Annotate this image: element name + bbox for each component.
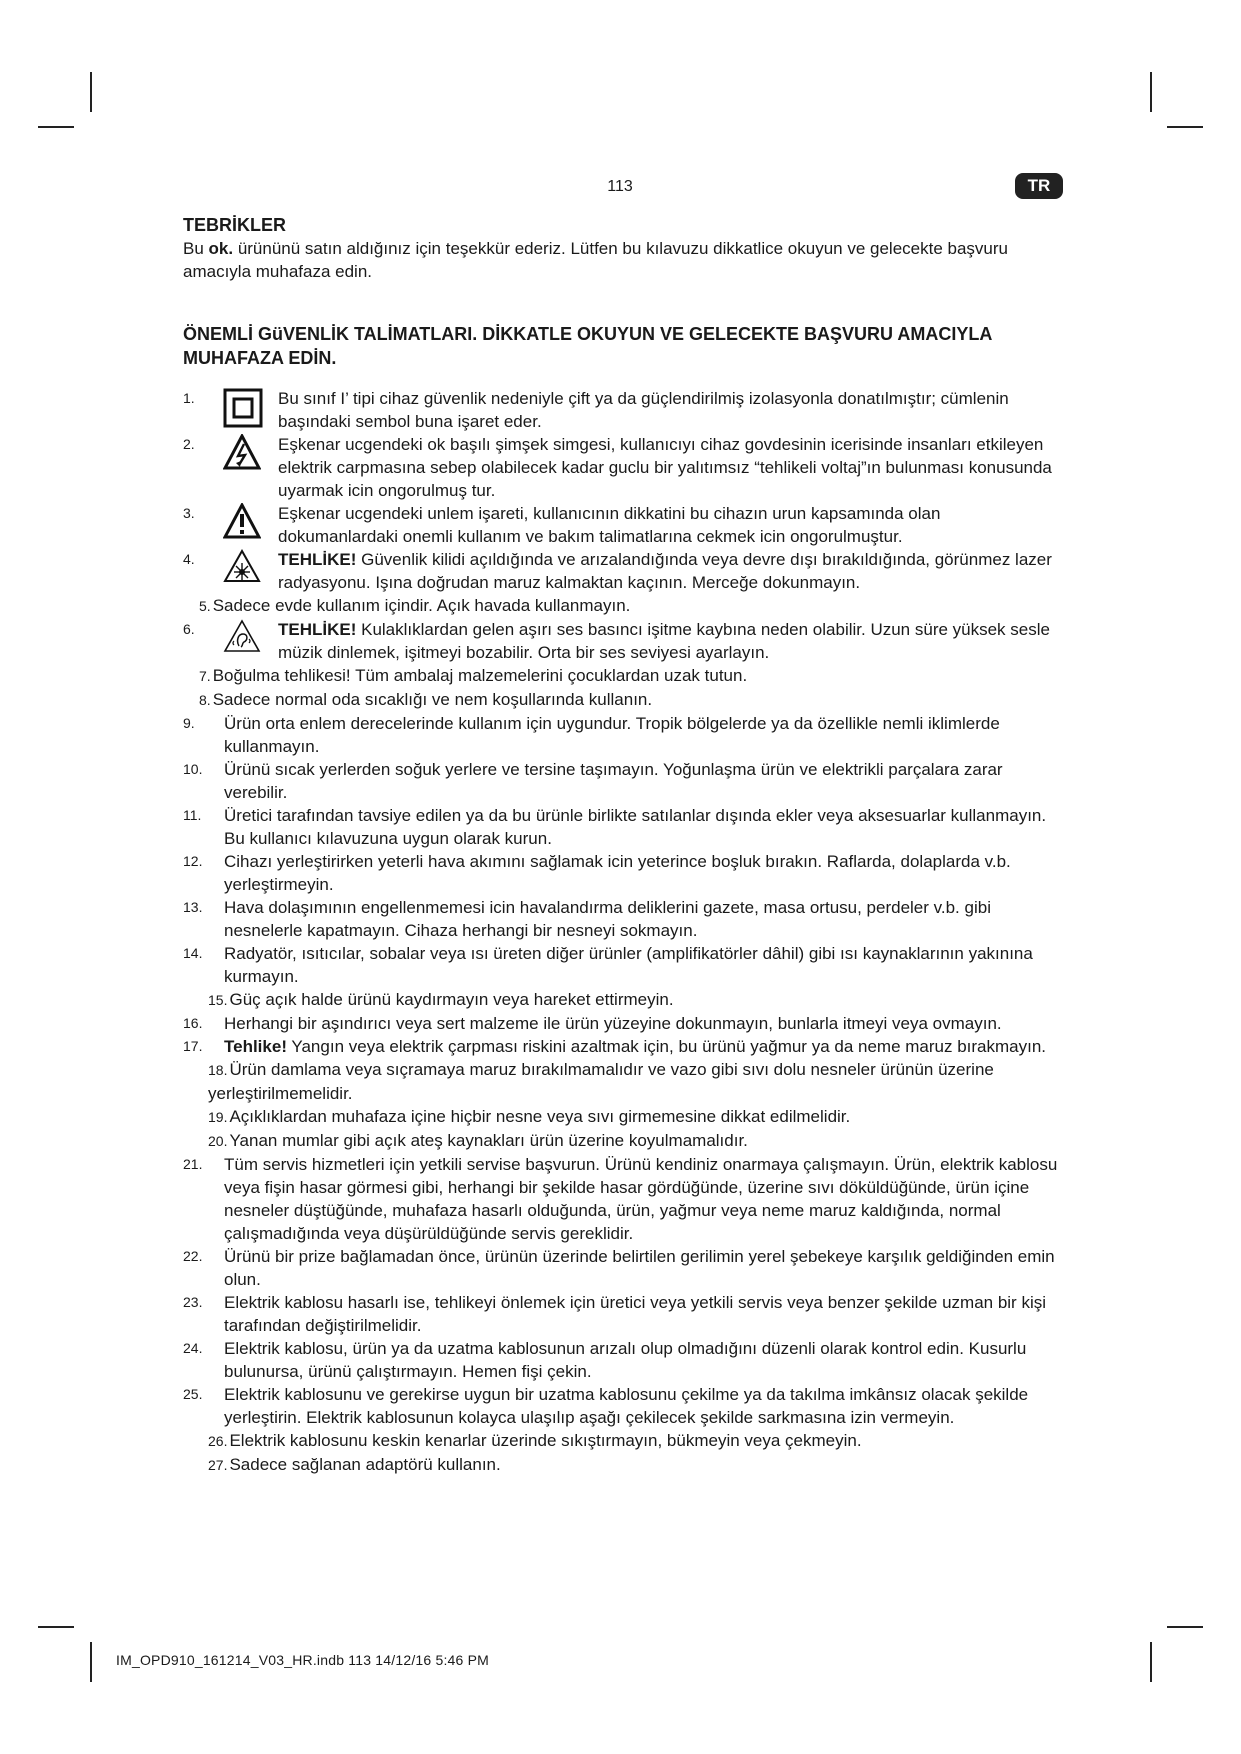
- safety-item: [183, 1383, 1063, 1429]
- item-body: Ürün orta enlem derecelerinde kullanım için uygundur. Tropik bölgelerde ya da özellikle nemli iklimlerde kullanmayın.: [224, 714, 1000, 756]
- item-number: 3.: [183, 505, 195, 521]
- safety-item: [183, 664, 1063, 688]
- item-number: 17.: [183, 1038, 203, 1054]
- item-text: [224, 1037, 1046, 1056]
- safety-item: [183, 618, 1063, 664]
- safety-item: [183, 1245, 1063, 1291]
- item-number: 5.: [199, 598, 211, 614]
- item-number: 26.: [208, 1433, 228, 1449]
- item-text: [224, 1247, 1055, 1289]
- item-number: 16.: [183, 1015, 203, 1031]
- item-number: 23.: [183, 1294, 203, 1310]
- item-number: 22.: [183, 1248, 203, 1264]
- item-text: [278, 620, 1050, 662]
- item-text: [229, 1131, 747, 1150]
- item-number: 14.: [183, 945, 203, 961]
- item-number: 1.: [183, 390, 195, 406]
- intro-title: TEBRİKLER: [183, 215, 286, 235]
- item-text: [208, 1060, 994, 1103]
- safety-item: [183, 804, 1063, 850]
- safety-item: [183, 1429, 1063, 1453]
- safety-item: [183, 758, 1063, 804]
- safety-item: [183, 1035, 1063, 1058]
- item-number: 15.: [208, 992, 228, 1008]
- item-number: 8.: [199, 692, 211, 708]
- item-body: Sadece normal oda sıcaklığı ve nem koşullarında kullanın.: [212, 690, 653, 709]
- item-body: Cihazı yerleştirirken yeterli hava akımını sağlamak icin yeterince boşluk bırakın. Raflarda, dolaplarda v.b. yerleştirmeyin.: [224, 852, 1011, 894]
- item-body: Ürün damlama veya sıçramaya maruz bırakılmamalıdır ve vazo gibi sıvı dolu nesneler ürünün üzerine yerleştirilmemelidir.: [208, 1060, 994, 1103]
- item-text: [224, 1014, 1002, 1033]
- item-text: [213, 690, 652, 709]
- item-text: [224, 898, 991, 940]
- brand-name: ok.: [208, 239, 234, 258]
- intro-text-before: Bu: [183, 239, 209, 258]
- safety-item: [183, 1453, 1063, 1477]
- item-number: 12.: [183, 853, 203, 869]
- item-number: 18.: [208, 1062, 228, 1078]
- safety-item: [183, 688, 1063, 712]
- lightning-warning-icon: [223, 434, 261, 476]
- item-number: 2.: [183, 436, 195, 452]
- item-text: [229, 990, 673, 1009]
- item-text: [224, 806, 1046, 848]
- item-text: [278, 550, 1052, 592]
- item-warning-label: Tehlike!: [224, 1037, 287, 1056]
- item-body: Yanan mumlar gibi açık ateş kaynakları ürün üzerine koyulmamalıdır.: [229, 1131, 748, 1150]
- item-text: [213, 666, 748, 685]
- item-number: 27.: [208, 1457, 228, 1473]
- safety-item: [183, 433, 1063, 502]
- item-text: [224, 760, 1003, 802]
- safety-heading: ÖNEMLİ GüVENLİK TALİMATLARI. DİKKATLE OKUYUN VE GELECEKTE BAŞVURU AMACIYLA MUHAFAZA EDİN.: [183, 324, 992, 368]
- item-number: 24.: [183, 1340, 203, 1356]
- item-text: [224, 714, 1000, 756]
- item-body: Elektrik kablosunu keskin kenarlar üzerinde sıkıştırmayın, bükmeyin veya çekmeyin.: [229, 1431, 862, 1450]
- page-number: 113: [607, 178, 633, 195]
- safety-item: [183, 942, 1063, 988]
- item-body: Elektrik kablosu, ürün ya da uzatma kablosunun arızalı olup olmadığını düzenli olarak kontrol edin. Kusurlu bulunursa, ürünü çalıştırmayın. Hemen fişi çekin.: [224, 1339, 1027, 1381]
- item-number: 11.: [183, 807, 202, 823]
- item-body: Elektrik kablosunu ve gerekirse uygun bir uzatma kablosunu çekilme ya da takılma imkânsız olacak şekilde yerleştirin. Elektrik kablosunun kolayca ulaşılıp aşağı çekilecek şekilde sarkmasına izin vermeyin.: [224, 1385, 1029, 1427]
- crop-mark: [1150, 72, 1152, 112]
- item-text: [229, 1455, 500, 1474]
- item-number: 6.: [183, 621, 195, 637]
- safety-item: [183, 988, 1063, 1012]
- item-text: [213, 596, 631, 615]
- item-text: [278, 389, 1009, 431]
- item-body: Yangın veya elektrik çarpması riskini azaltmak için, bu ürünü yağmur ya da neme maruz bırakmayın.: [286, 1037, 1047, 1056]
- item-text: [224, 944, 1033, 986]
- safety-item: [183, 548, 1063, 594]
- page-content: [183, 214, 1063, 1477]
- safety-item: [183, 1291, 1063, 1337]
- safety-item: [183, 387, 1063, 433]
- safety-item: [183, 896, 1063, 942]
- item-text: [278, 504, 940, 546]
- item-body: Açıklıklardan muhafaza içine hiçbir nesne veya sıvı girmemesine dikkat edilmelidir.: [229, 1107, 851, 1126]
- item-body: Eşkenar ucgendeki ok başılı şimşek simgesi, kullanıcıyı cihaz govdesinin icerisinde insanları etkileyen elektrik carpmasına sebep olabilecek kadar guclu bir yalıtımsız “tehlikeli voltaj”ın bulunması konusunda uyarmak icin ongorulmuş tur.: [278, 435, 1052, 500]
- item-number: 20.: [208, 1133, 228, 1149]
- item-body: Sadece evde kullanım içindir. Açık havada kullanmayın.: [212, 596, 631, 615]
- item-warning-label: TEHLİKE!: [278, 550, 357, 569]
- item-body: Hava dolaşımının engellenmemesi icin havalandırma deliklerini gazete, masa ortusu, perdeler v.b. gibi nesnelerle kapatmayın. Cihaza herhangi bir nesneyi sokmayın.: [224, 898, 991, 940]
- item-text: [278, 435, 1052, 500]
- safety-list: [183, 387, 1063, 1477]
- intro-text-after: ürününü satın aldığınız için teşekkür ederiz. Lütfen bu kılavuzu dikkatlice okuyun ve gelecekte başvuru amacıyla muhafaza edin.: [183, 239, 1008, 281]
- item-body: Güvenlik kilidi açıldığında ve arızalandığında veya devre dışı bırakıldığında, görünmez lazer radyasyonu. Işına doğrudan maruz kalmaktan kaçının. Merceğe dokunmayın.: [278, 550, 1052, 592]
- safety-item: [183, 1012, 1063, 1035]
- item-text: [224, 852, 1011, 894]
- safety-item: [183, 1153, 1063, 1245]
- safety-item: [183, 1105, 1063, 1129]
- item-text: [224, 1293, 1046, 1335]
- item-text: [224, 1339, 1026, 1381]
- item-number: 21.: [183, 1156, 203, 1172]
- item-body: Elektrik kablosu hasarlı ise, tehlikeyi önlemek için üretici veya yetkili servis veya benzer şekilde uzman bir kişi tarafından değiştirilmelidir.: [224, 1293, 1046, 1335]
- item-number: 4.: [183, 551, 195, 567]
- hearing-warning-icon: [223, 619, 261, 659]
- item-number: 25.: [183, 1386, 203, 1402]
- item-body: Boğulma tehlikesi! Tüm ambalaj malzemelerini çocuklardan uzak tutun.: [212, 666, 748, 685]
- crop-mark: [90, 1642, 92, 1682]
- item-body: Herhangi bir aşındırıcı veya sert malzeme ile ürün yüzeyine dokunmayın, bunlarla itmeyi veya ovmayın.: [224, 1014, 1002, 1033]
- laser-warning-icon: [223, 549, 261, 589]
- crop-mark: [38, 1626, 74, 1628]
- item-number: 19.: [208, 1109, 228, 1125]
- safety-item: [183, 850, 1063, 896]
- item-number: 13.: [183, 899, 203, 915]
- crop-mark: [1167, 1626, 1203, 1628]
- item-body: Üretici tarafından tavsiye edilen ya da bu ürünle birlikte satılanlar dışında ekler veya aksesuarlar kullanmayın. Bu kullanıcı kılavuzuna uygun olarak kurun.: [224, 806, 1047, 848]
- item-number: 10.: [183, 761, 203, 777]
- double-insulation-icon: [223, 388, 263, 434]
- item-warning-label: TEHLİKE!: [278, 620, 357, 639]
- item-body: Ürünü sıcak yerlerden soğuk yerlere ve tersine taşımayın. Yoğunlaşma ürün ve elektrikli parçalara zarar verebilir.: [224, 760, 1003, 802]
- item-text: [229, 1107, 850, 1126]
- safety-item: [183, 712, 1063, 758]
- crop-mark: [90, 72, 92, 112]
- print-info: IM_OPD910_161214_V03_HR.indb 113 14/12/16 5:46 PM: [116, 1652, 490, 1668]
- item-text: [224, 1155, 1057, 1243]
- item-body: Radyatör, ısıtıcılar, sobalar veya ısı üreten diğer ürünler (amplifikatörler dâhil) gibi ısı kaynaklarının yakınına kurmayın.: [224, 944, 1033, 986]
- item-body: Tüm servis hizmetleri için yetkili servise başvurun. Ürünü kendiniz onarmaya çalışmayın. Ürün, elektrik kablosu veya fişin hasar görmesi gibi, herhangi bir şekilde hasar gördüğünde, üzerine sıvı döküldüğünde, ürün içine nesneler düştüğünde, muhafaza hasarlı olduğunda, ürün, yağmur veya neme maruz kaldığında, normal çalışmadığında veya düşürüldüğünde servis gereklidir.: [224, 1155, 1058, 1243]
- item-body: Kulaklıklardan gelen aşırı ses basıncı işitme kaybına neden olabilir. Uzun süre yüksek sesle müzik dinlemek, işitmeyi bozabilir. Orta bir ses seviyesi ayarlayın.: [278, 620, 1050, 662]
- item-text: [229, 1431, 861, 1450]
- safety-item: [183, 1129, 1063, 1153]
- item-body: Güç açık halde ürünü kaydırmayın veya hareket ettirmeyin.: [229, 990, 674, 1009]
- item-body: Ürünü bir prize bağlamadan önce, ürünün üzerinde belirtilen gerilimin yerel şebekeye karşılık geldiğinden emin olun.: [224, 1247, 1055, 1289]
- item-text: [224, 1385, 1028, 1427]
- item-body: Sadece sağlanan adaptörü kullanın.: [229, 1455, 501, 1474]
- intro-paragraph: [183, 237, 1063, 283]
- safety-item: [183, 502, 1063, 548]
- exclamation-warning-icon: [223, 503, 261, 545]
- crop-mark: [1150, 1642, 1152, 1682]
- safety-item: [183, 1058, 1063, 1105]
- safety-item: [183, 594, 1063, 618]
- crop-mark: [1167, 126, 1203, 128]
- language-badge: TR: [1015, 173, 1063, 199]
- item-number: 9.: [183, 715, 195, 731]
- item-body: Bu sınıf I’ tipi cihaz güvenlik nedeniyle çift ya da güçlendirilmiş izolasyonla donatılmıştır; cümlenin başındaki sembol buna işaret eder.: [278, 389, 1009, 431]
- item-number: 7.: [199, 668, 211, 684]
- crop-mark: [38, 126, 74, 128]
- safety-item: [183, 1337, 1063, 1383]
- item-body: Eşkenar ucgendeki unlem işareti, kullanıcının dikkatini bu cihazın urun kapsamında olan dokumanlardaki onemli kullanım ve bakım talimatlarına cekmek icin ongorulmuştur.: [278, 504, 941, 546]
